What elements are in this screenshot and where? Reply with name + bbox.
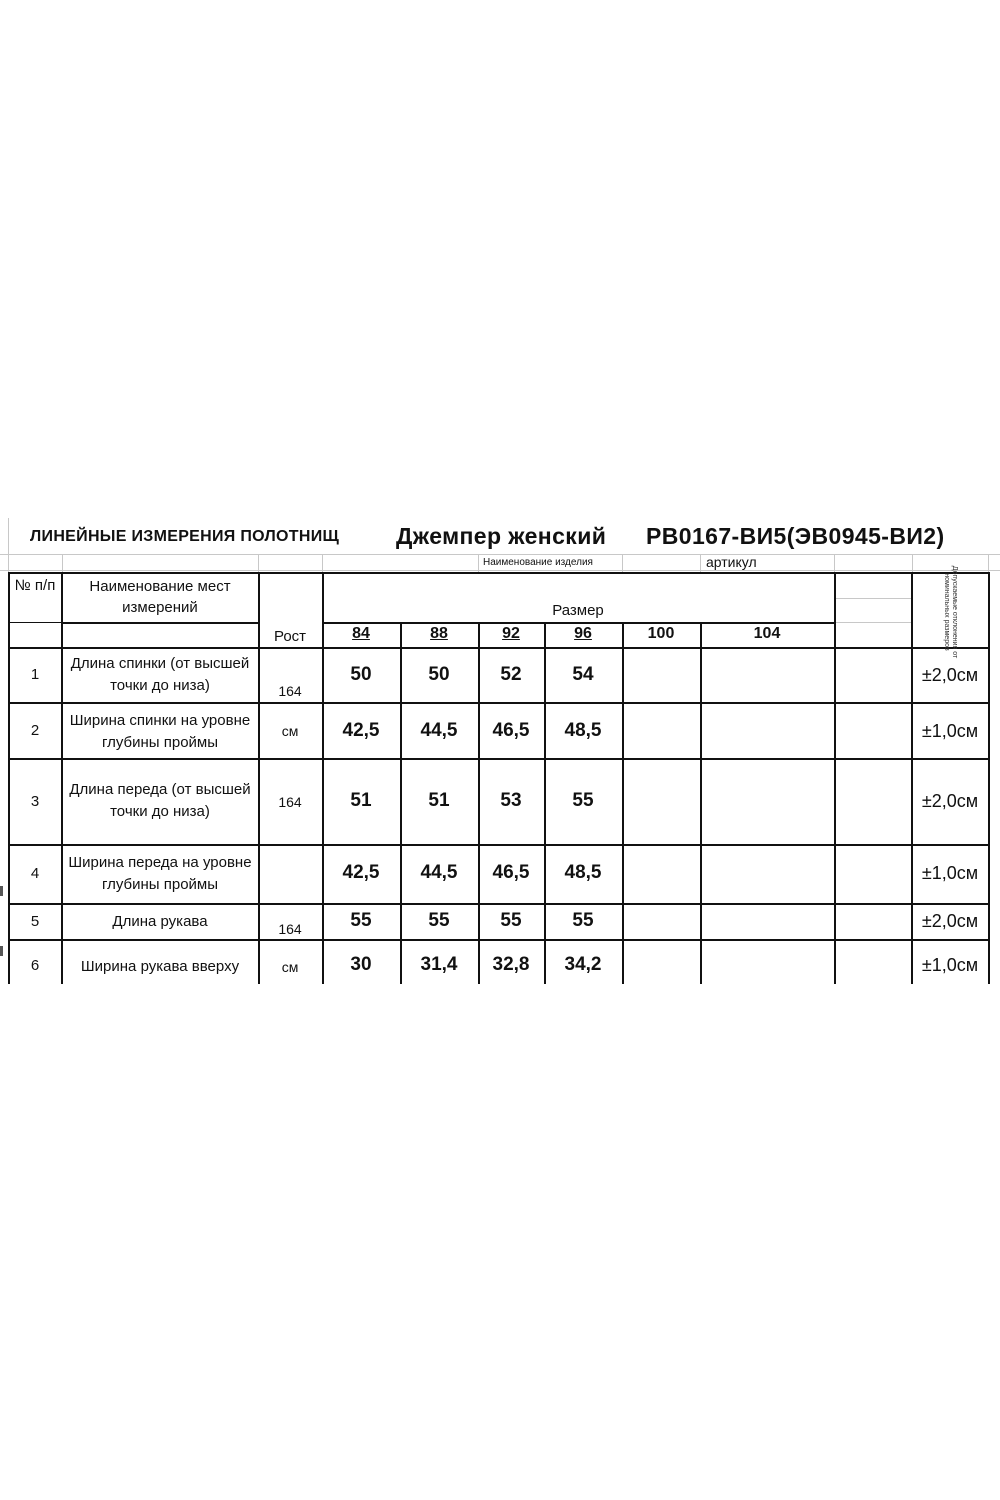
row-value: 48,5: [564, 720, 602, 741]
size-104: 104: [753, 625, 781, 642]
row-value: 42,5: [342, 862, 380, 883]
row-rost: см: [281, 723, 299, 739]
row-value: 54: [572, 664, 594, 685]
row-value: 31,4: [420, 954, 458, 975]
size-88: 88: [430, 625, 448, 642]
article-number: РВ0167-ВИ5(ЭВ0945-ВИ2): [646, 523, 945, 549]
row-rost: см: [281, 959, 299, 975]
article-caption: артикул: [706, 554, 757, 570]
row-name: Длина спинки (от высшей точки до низа): [70, 655, 250, 694]
row-num: 1: [30, 666, 40, 683]
size-84: 84: [352, 625, 370, 642]
header-size: Размер: [552, 602, 604, 619]
row-value: 32,8: [492, 954, 530, 975]
row-value: 51: [350, 790, 372, 811]
row-edge-mark: [0, 946, 3, 956]
size-92: 92: [502, 625, 520, 642]
row-edge-mark: [0, 886, 3, 896]
row-tolerance: ±2,0см: [921, 911, 979, 931]
row-value: 46,5: [492, 720, 530, 741]
row-tolerance: ±1,0см: [921, 955, 979, 975]
measurement-sheet: [0, 518, 1000, 984]
row-value: 48,5: [564, 862, 602, 883]
row-rost: 164: [278, 683, 302, 699]
row-num: 6: [30, 957, 40, 974]
row-value: 55: [350, 910, 372, 931]
row-value: 46,5: [492, 862, 530, 883]
row-name: Ширина спинки на уровне глубины проймы: [69, 712, 251, 751]
header-height: Рост: [273, 628, 307, 645]
row-name: Длина переда (от высшей точки до низа): [69, 781, 251, 820]
product-name: Джемпер женский: [396, 523, 607, 549]
row-value: 55: [572, 790, 594, 811]
row-value: 55: [428, 910, 450, 931]
row-value: 44,5: [420, 862, 458, 883]
section-title: ЛИНЕЙНЫЕ ИЗМЕРЕНИЯ ПОЛОТНИЩ: [30, 528, 340, 545]
header-name: Наименование мест измерений: [89, 578, 231, 616]
row-value: 51: [428, 790, 450, 811]
row-value: 44,5: [420, 720, 458, 741]
row-value: 55: [500, 910, 522, 931]
row-rost: 164: [278, 794, 302, 810]
product-caption: Наименование изделия: [483, 557, 593, 568]
row-tolerance: ±1,0см: [921, 721, 979, 741]
header-tolerance: Допускаемые отклонения от номинальных размеров: [943, 565, 958, 659]
row-value: 50: [350, 664, 372, 685]
row-value: 53: [500, 790, 522, 811]
row-value: 34,2: [564, 954, 602, 975]
row-name: Ширина рукава вверху: [80, 958, 240, 975]
row-value: 50: [428, 664, 450, 685]
size-100: 100: [647, 625, 675, 642]
header-num: № п/п: [14, 577, 56, 594]
row-tolerance: ±2,0см: [921, 665, 979, 685]
row-value: 52: [500, 664, 522, 685]
row-num: 4: [30, 865, 40, 882]
row-num: 5: [30, 913, 40, 930]
row-value: 42,5: [342, 720, 380, 741]
row-name: Длина рукава: [112, 913, 208, 930]
row-tolerance: ±2,0см: [921, 791, 979, 811]
row-value: 30: [350, 954, 372, 975]
row-num: 3: [30, 793, 40, 810]
row-rost: 164: [278, 921, 302, 937]
row-value: 55: [572, 910, 594, 931]
size-96: 96: [574, 625, 592, 642]
row-tolerance: ±1,0см: [921, 863, 979, 883]
row-name: Ширина переда на уровне глубины проймы: [68, 854, 252, 893]
row-num: 2: [30, 722, 40, 739]
